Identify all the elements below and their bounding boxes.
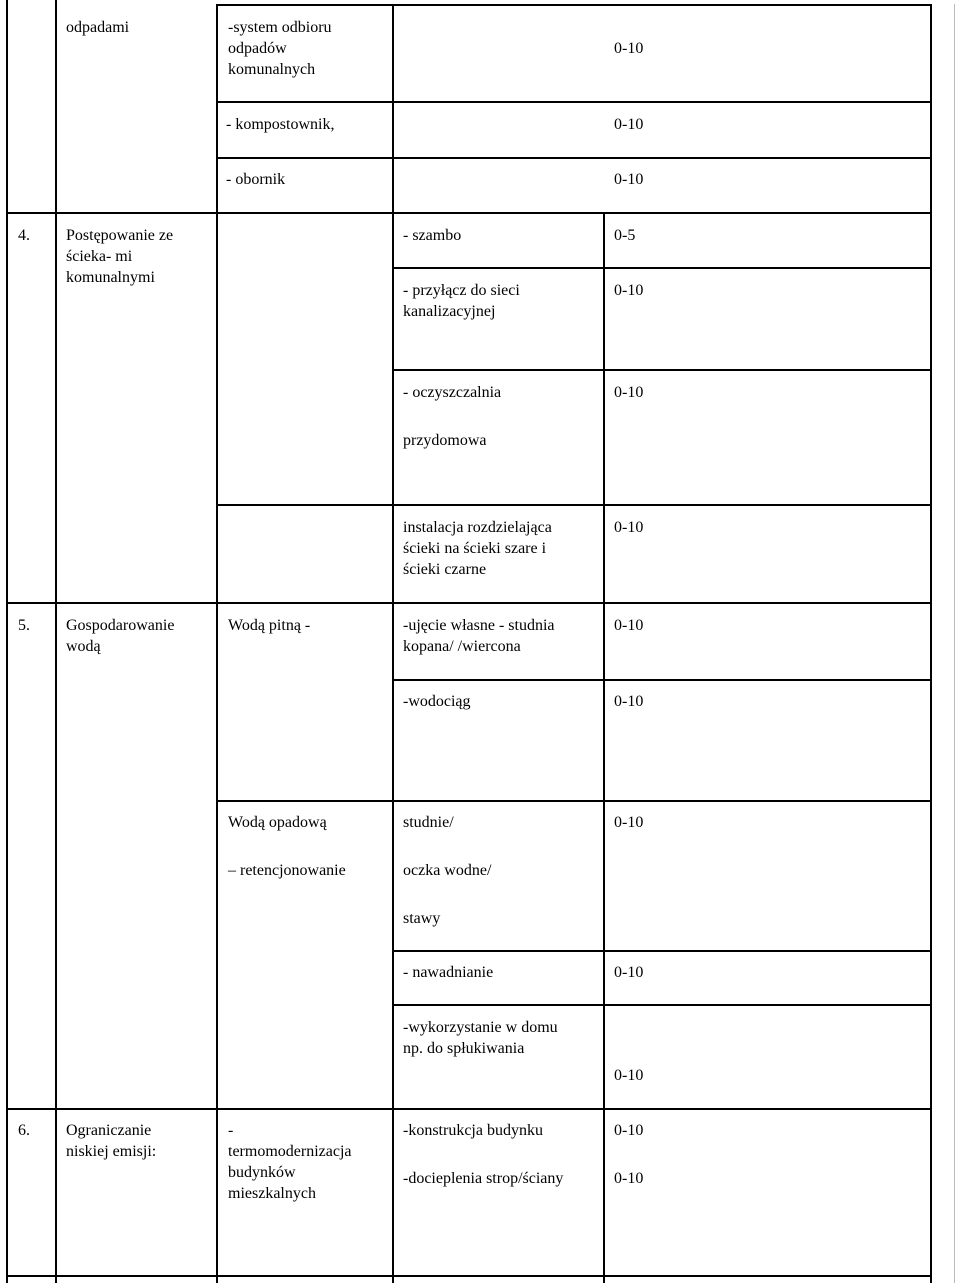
option-cell: - nawadnianie	[403, 964, 494, 981]
option-cell: stawy	[403, 910, 441, 927]
table-border-left	[6, 0, 8, 1283]
col-divider-option	[392, 4, 394, 1283]
row-divider	[392, 679, 932, 681]
option-cell: instalacja rozdzielająca ścieki na ścieki szare i ścieki czarne	[403, 519, 552, 578]
points-cell: 0-10	[614, 116, 644, 133]
points-cell: 0-5	[614, 227, 636, 244]
row-number: 5.	[18, 617, 30, 634]
option-cell: studnie/	[403, 814, 454, 831]
option-cell: - szambo	[403, 227, 462, 244]
row-divider	[216, 800, 932, 802]
row-divider	[6, 212, 932, 214]
option-cell: -wodociąg	[403, 693, 471, 710]
row-divider	[216, 157, 932, 159]
col-divider-points-top	[603, 213, 605, 1283]
points-cell: 0-10	[614, 814, 644, 831]
option-cell: -docieplenia strop/ściany	[403, 1170, 564, 1187]
category-cell: Gospodarowanie wodą	[66, 617, 175, 655]
col-divider-number	[55, 0, 57, 1283]
option-cell: - obornik	[226, 171, 286, 188]
category-cell: Postępowanie ze ścieka- mi komunalnymi	[66, 227, 174, 286]
table-border-right-outer	[954, 4, 955, 1283]
option-cell: -wykorzystanie w domu np. do spłukiwania	[403, 1019, 558, 1057]
subcategory-cell: Wodą pitną -	[228, 617, 311, 634]
subcategory-cell: – retencjonowanie	[228, 862, 346, 879]
subcategory-cell: Wodą opadową	[228, 814, 327, 831]
row-divider	[392, 369, 932, 371]
row-number: 6.	[18, 1122, 30, 1139]
option-cell: - oczyszczalnia	[403, 384, 502, 401]
points-cell: 0-10	[614, 1122, 644, 1139]
table-border-bottom	[6, 1275, 932, 1277]
col-divider-category	[216, 4, 218, 1283]
points-cell: 0-10	[614, 617, 644, 634]
category-cell: odpadami	[66, 19, 130, 36]
points-cell: 0-10	[614, 519, 644, 536]
row-divider	[216, 504, 932, 506]
row-number: 4.	[18, 227, 30, 244]
row-divider	[216, 101, 932, 103]
row-divider	[392, 267, 932, 269]
points-cell: 0-10	[614, 964, 644, 981]
points-cell: 0-10	[614, 40, 644, 57]
category-cell: Ograniczanie niskiej emisji:	[66, 1122, 157, 1160]
table-border-right	[930, 4, 932, 1283]
option-cell: - kompostownik,	[226, 116, 335, 133]
option-cell: -system odbioru odpadów komunalnych	[228, 19, 332, 78]
points-cell: 0-10	[614, 282, 644, 299]
option-cell: - przyłącz do sieci kanalizacyjnej	[403, 282, 520, 320]
option-cell: oczka wodne/	[403, 862, 492, 879]
row-divider	[6, 602, 932, 604]
row-divider	[6, 1108, 932, 1110]
points-cell: 0-10	[614, 1170, 644, 1187]
subcategory-cell: - termomodernizacja budynków mieszkalnych	[228, 1122, 352, 1202]
option-cell: przydomowa	[403, 432, 487, 449]
option-cell: -ujęcie własne - studnia kopana/ /wiercona	[403, 617, 555, 655]
row-divider	[392, 950, 932, 952]
points-cell: 0-10	[614, 171, 644, 188]
option-cell: -konstrukcja budynku	[403, 1122, 543, 1139]
row-divider	[392, 1004, 932, 1006]
table-border-top	[216, 4, 932, 6]
points-cell: 0-10	[614, 1067, 644, 1084]
points-cell: 0-10	[614, 693, 644, 710]
points-cell: 0-10	[614, 384, 644, 401]
